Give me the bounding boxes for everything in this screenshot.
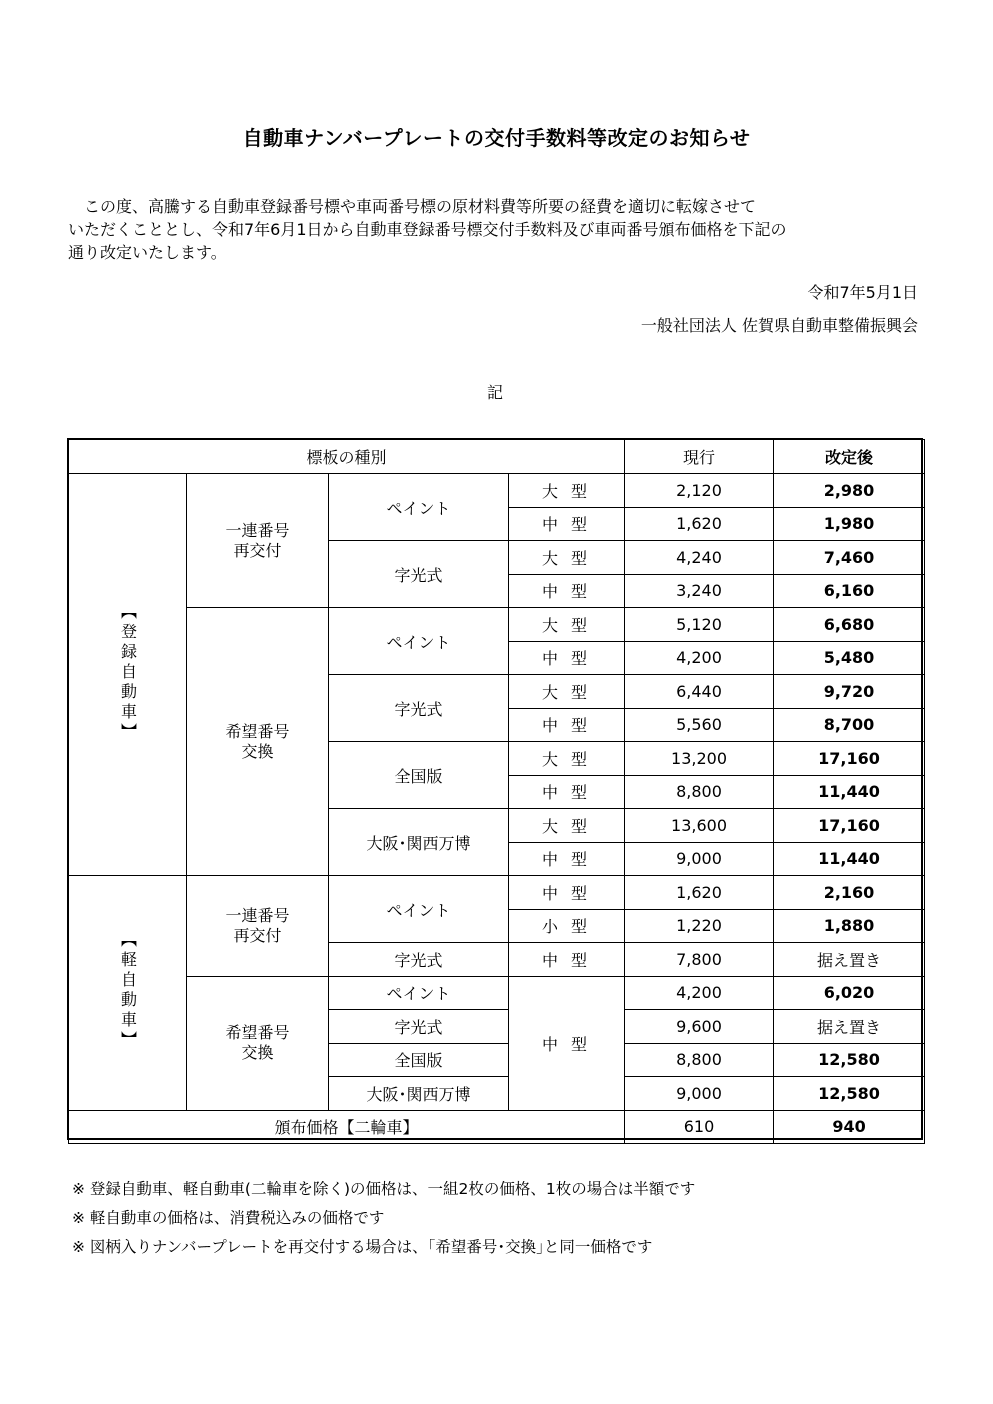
revised-price: 1,980 <box>774 507 925 541</box>
current-price: 5,560 <box>625 708 774 742</box>
size-cell: 中 型 <box>509 943 625 977</box>
plate-type: 大阪･関西万博 <box>329 1077 509 1111</box>
current-price: 13,200 <box>625 742 774 776</box>
subcategory-line: 再交付 <box>233 925 282 945</box>
current-price: 13,600 <box>625 809 774 843</box>
size-cell: 中 型 <box>509 641 625 675</box>
table-row <box>69 608 925 642</box>
revised-price: 据え置き <box>774 1010 925 1044</box>
header-current: 現行 <box>625 440 774 474</box>
subcategory-reissue <box>187 876 329 977</box>
current-price: 7,800 <box>625 943 774 977</box>
category-registered <box>69 474 187 876</box>
plate-type: 全国版 <box>329 1043 509 1077</box>
size-cell: 中 型 <box>509 708 625 742</box>
notes <box>72 1175 695 1262</box>
header-type: 標板の種別 <box>69 440 625 474</box>
revised-price: 7,460 <box>774 541 925 575</box>
current-price: 9,600 <box>625 1010 774 1044</box>
organization-name: 一般社団法人 佐賀県自動車整備振興会 <box>640 316 918 335</box>
size-cell: 中 型 <box>509 876 625 910</box>
current-price: 6,440 <box>625 675 774 709</box>
revised-price: 据え置き <box>774 943 925 977</box>
issue-date: 令和7年5月1日 <box>807 283 918 302</box>
intro-paragraph <box>68 195 928 264</box>
revised-price: 12,580 <box>774 1077 925 1111</box>
two-wheel-label: 頒布価格【二輪車】 <box>69 1110 625 1144</box>
intro-line: いただくこととし、令和7年6月1日から自動車登録番号標交付手数料及び車両番号頒布価格を下記の <box>68 220 787 239</box>
table-row <box>69 1110 925 1144</box>
current-price: 1,620 <box>625 507 774 541</box>
table-row <box>69 474 925 508</box>
revised-price: 6,680 <box>774 608 925 642</box>
plate-type: ペイント <box>329 474 509 541</box>
note-item: ※ 軽自動車の価格は、消費税込みの価格です <box>72 1209 385 1227</box>
subcategory-hope <box>187 608 329 876</box>
revised-price: 5,480 <box>774 641 925 675</box>
plate-type: 大阪･関西万博 <box>329 809 509 876</box>
note-item: ※ 図柄入りナンバープレートを再交付する場合は、｢希望番号･交換｣と同一価格です <box>72 1238 653 1256</box>
revised-price: 940 <box>774 1110 925 1144</box>
current-price: 8,800 <box>625 1043 774 1077</box>
plate-type: ペイント <box>329 976 509 1010</box>
category-label: 【登録自動車】 <box>118 602 138 743</box>
plate-type: ペイント <box>329 608 509 675</box>
revised-price: 9,720 <box>774 675 925 709</box>
revised-price: 17,160 <box>774 742 925 776</box>
subcategory-line: 一連番号 <box>225 905 290 925</box>
revised-price: 6,020 <box>774 976 925 1010</box>
plate-type: 字光式 <box>329 675 509 742</box>
size-cell: 中 型 <box>509 775 625 809</box>
current-price: 610 <box>625 1110 774 1144</box>
revised-price: 11,440 <box>774 842 925 876</box>
plate-type: 字光式 <box>329 943 509 977</box>
page-title: 自動車ナンバープレートの交付手数料等改定のお知らせ <box>242 126 751 150</box>
current-price: 9,000 <box>625 842 774 876</box>
subcategory-hope <box>187 976 329 1110</box>
revised-price: 11,440 <box>774 775 925 809</box>
size-cell: 大 型 <box>509 541 625 575</box>
header-revised: 改定後 <box>774 440 925 474</box>
note-item: ※ 登録自動車、軽自動車(二輪車を除く)の価格は、一組2枚の価格、1枚の場合は半額です <box>72 1180 696 1198</box>
current-price: 4,200 <box>625 641 774 675</box>
revised-price: 2,160 <box>774 876 925 910</box>
subcategory-line: 交換 <box>241 741 274 761</box>
current-price: 8,800 <box>625 775 774 809</box>
current-price: 9,000 <box>625 1077 774 1111</box>
table-row <box>69 876 925 910</box>
plate-type: 字光式 <box>329 1010 509 1044</box>
size-cell: 中 型 <box>509 507 625 541</box>
size-cell: 大 型 <box>509 608 625 642</box>
current-price: 3,240 <box>625 574 774 608</box>
size-cell: 大 型 <box>509 809 625 843</box>
intro-line: この度、高騰する自動車登録番号標や車両番号標の原材料費等所要の経費を適切に転嫁させて <box>68 197 757 216</box>
revised-price: 8,700 <box>774 708 925 742</box>
category-light <box>69 876 187 1111</box>
current-price: 4,240 <box>625 541 774 575</box>
subcategory-reissue <box>187 474 329 608</box>
size-cell: 大 型 <box>509 474 625 508</box>
plate-type: 字光式 <box>329 541 509 608</box>
subcategory-line: 希望番号 <box>225 721 290 741</box>
size-cell: 中 型 <box>509 842 625 876</box>
size-cell: 小 型 <box>509 909 625 943</box>
subcategory-line: 希望番号 <box>225 1023 290 1042</box>
current-price: 2,120 <box>625 474 774 508</box>
current-price: 4,200 <box>625 976 774 1010</box>
revised-price: 6,160 <box>774 574 925 608</box>
current-price: 5,120 <box>625 608 774 642</box>
size-cell: 中 型 <box>509 574 625 608</box>
current-price: 1,620 <box>625 876 774 910</box>
table-row <box>69 976 925 1010</box>
subcategory-line: 再交付 <box>233 540 282 560</box>
size-cell: 大 型 <box>509 742 625 776</box>
table-header-row <box>69 440 925 474</box>
current-price: 1,220 <box>625 909 774 943</box>
fee-table <box>68 439 925 1144</box>
intro-line: 通り改定いたします。 <box>68 243 227 262</box>
revised-price: 12,580 <box>774 1043 925 1077</box>
subcategory-line: 交換 <box>241 1043 274 1062</box>
size-cell: 大 型 <box>509 675 625 709</box>
ki-heading: 記 <box>487 383 504 402</box>
subcategory-line: 一連番号 <box>225 520 290 540</box>
revised-price: 17,160 <box>774 809 925 843</box>
plate-type: ペイント <box>329 876 509 943</box>
revised-price: 2,980 <box>774 474 925 508</box>
size-cell: 中 型 <box>509 976 625 1110</box>
plate-type: 全国版 <box>329 742 509 809</box>
category-label: 【軽自動車】 <box>118 930 138 1051</box>
revised-price: 1,880 <box>774 909 925 943</box>
